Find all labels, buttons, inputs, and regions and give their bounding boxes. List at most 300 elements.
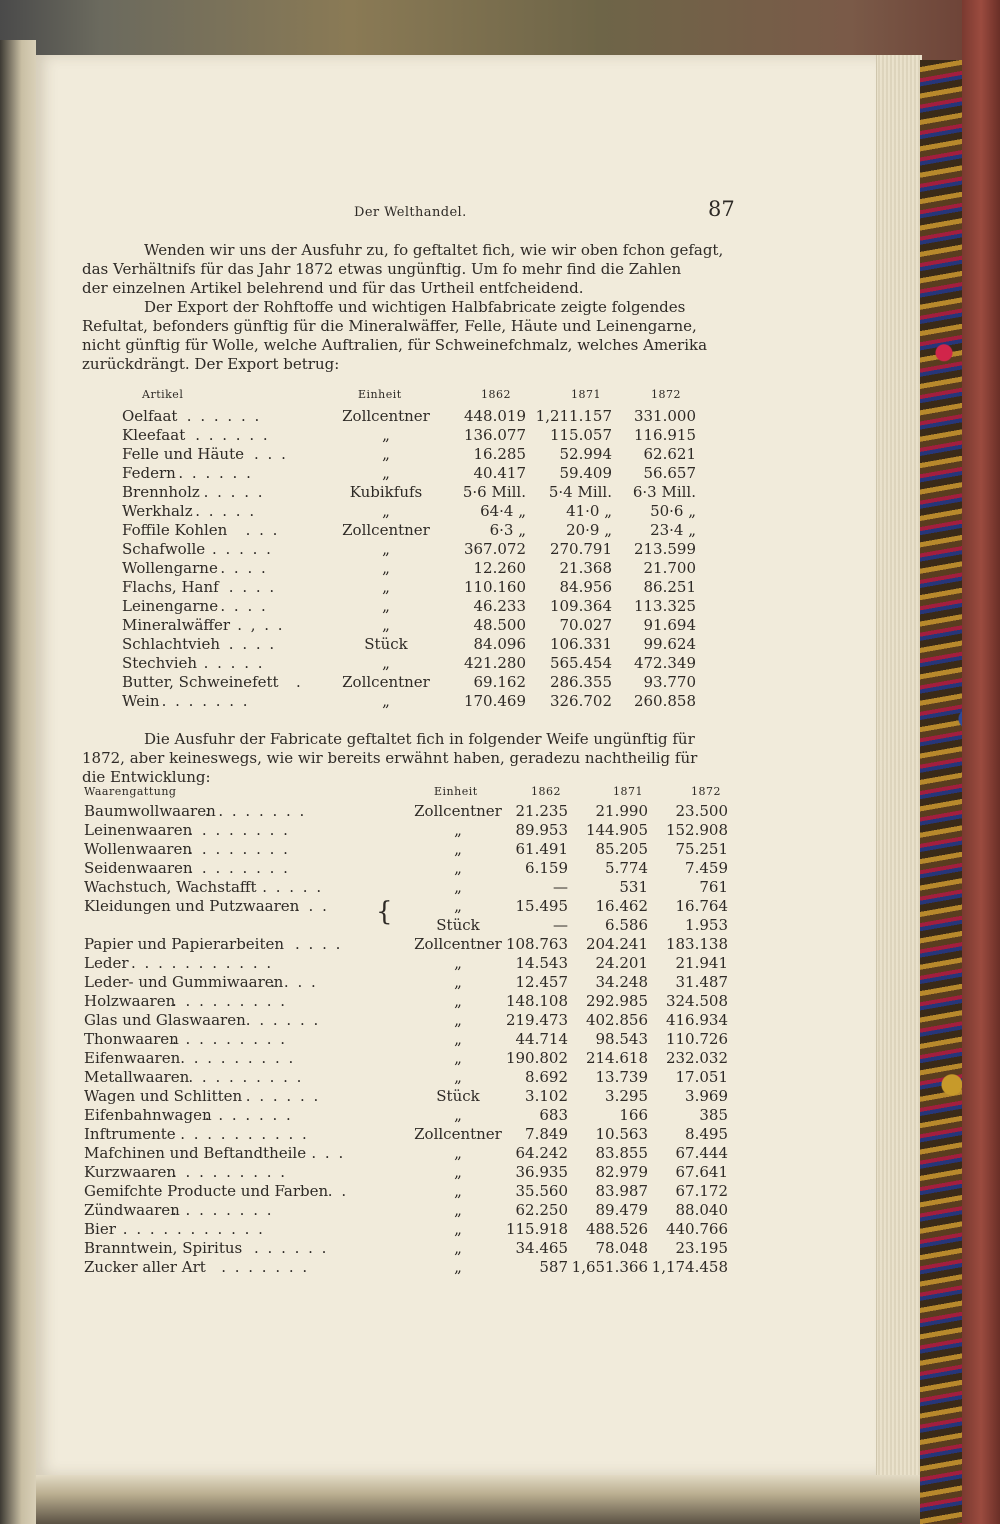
value-1862: 69.162 [473, 673, 526, 691]
paragraph-line: Wenden wir uns der Ausfuhr zu, fo geftaltet fich, wie wir oben fchon gefagt, [144, 241, 724, 259]
paragraph-line: 1872, aber keineswegs, wie wir bereits erwähnt haben, geradezu nachtheilig für [82, 749, 698, 767]
value-1872: 152.908 [665, 821, 728, 839]
brace-glyph: { [376, 897, 393, 927]
value-1871: 1,211.157 [535, 407, 612, 425]
row-leader: . . . . . . [245, 1087, 321, 1105]
value-1871: 488.526 [585, 1220, 648, 1238]
row-label: Leder [84, 954, 129, 972]
value-1872: 23.195 [675, 1239, 728, 1257]
value-1872: 31.487 [675, 973, 728, 991]
value-1872: 1.953 [685, 916, 728, 934]
value-1872: 8.495 [685, 1125, 728, 1143]
table-row [36, 426, 880, 445]
value-1871: 21.990 [595, 802, 648, 820]
table-row [36, 1201, 880, 1220]
value-1862: 5·6 Mill. [462, 483, 526, 501]
row-label: Leder- und Gummiwaaren [84, 973, 284, 991]
table-row [36, 859, 880, 878]
value-1872: 213.599 [633, 540, 696, 558]
value-1862: 84.096 [473, 635, 526, 653]
value-1871: 59.409 [559, 464, 612, 482]
header-1871: 1871 [613, 785, 643, 798]
row-unit: Kubikfufs [349, 483, 423, 501]
row-label: Zucker aller Art [84, 1258, 206, 1276]
row-label: Foffile Kohlen [122, 521, 228, 539]
row-label: Kleidungen und Putzwaaren [84, 897, 300, 915]
value-1871: 16.462 [595, 897, 648, 915]
row-leader: . . . . . . . . [188, 859, 290, 877]
row-label: Papier und Papierarbeiten [84, 935, 285, 953]
paragraph-manufactures [82, 730, 734, 787]
value-1871: 89.479 [595, 1201, 648, 1219]
value-1871: 292.985 [585, 992, 648, 1010]
row-label: Stechvieh [122, 654, 198, 672]
value-1862: 15.495 [515, 897, 568, 915]
row-leader: . . . . . . . . . [172, 1030, 288, 1048]
table-row [36, 616, 880, 635]
table-row [36, 1258, 880, 1277]
value-1871: 6.586 [605, 916, 648, 934]
table-row [36, 1220, 880, 1239]
table-row [36, 1049, 880, 1068]
value-1871: 5·4 Mill. [548, 483, 612, 501]
value-1871: 82.979 [595, 1163, 648, 1181]
table-row [36, 992, 880, 1011]
row-label: Brennholz [122, 483, 200, 501]
row-label: Wollengarne [122, 559, 218, 577]
header-1871: 1871 [571, 388, 601, 401]
row-label: Bier [84, 1220, 116, 1238]
value-1862: 110.160 [463, 578, 526, 596]
value-1862: 136.077 [463, 426, 526, 444]
row-unit: „ [382, 654, 390, 672]
paragraph-line: der einzelnen Artikel belehrend und für das Urtheil entfcheidend. [82, 279, 584, 297]
table-row [36, 1030, 880, 1049]
row-leader: . . . . [270, 973, 318, 991]
value-1862: 62.250 [515, 1201, 568, 1219]
value-1872: 110.726 [665, 1030, 728, 1048]
row-leader: . . . [245, 521, 280, 539]
header-1872: 1872 [651, 388, 681, 401]
header-1862: 1862 [531, 785, 561, 798]
value-1862: 148.108 [505, 992, 568, 1010]
table-row [36, 559, 880, 578]
value-1862: 108.763 [505, 935, 568, 953]
row-unit: „ [454, 1201, 462, 1219]
value-1862: 61.491 [515, 840, 568, 858]
row-label: Metallwaaren [84, 1068, 190, 1086]
paragraph-export-intro [82, 241, 734, 298]
value-1862: 36.935 [515, 1163, 568, 1181]
row-unit: Stück [436, 1087, 480, 1105]
table-row [36, 1182, 880, 1201]
table-row [36, 521, 880, 540]
value-1872: 324.508 [665, 992, 728, 1010]
row-label: Wein [122, 692, 160, 710]
value-1872: 17.051 [675, 1068, 728, 1086]
value-1862: 421.280 [463, 654, 526, 672]
row-leader: . . . . . . . [221, 1258, 310, 1276]
table-row [36, 1106, 880, 1125]
row-unit: „ [382, 502, 390, 520]
table-row [36, 635, 880, 654]
row-label: Branntwein, Spiritus [84, 1239, 243, 1257]
row-label: Thonwaaren [84, 1030, 179, 1048]
table-row [36, 692, 880, 711]
value-1872: 75.251 [675, 840, 728, 858]
value-1872: 21.700 [643, 559, 696, 577]
value-1872: 67.444 [675, 1144, 728, 1162]
row-unit: „ [454, 1258, 462, 1276]
value-1871: 115.057 [549, 426, 612, 444]
row-leader: . . . . . . . . . . . [131, 954, 274, 972]
value-1872: 472.349 [633, 654, 696, 672]
table-row [36, 1239, 880, 1258]
paragraph-line: Die Ausfuhr der Fabricate geftaltet fich in folgender Weife ungünftig für [144, 730, 695, 748]
row-label: Inftrumente [84, 1125, 176, 1143]
value-1871: 78.048 [595, 1239, 648, 1257]
row-label: Kleefaat [122, 426, 186, 444]
value-1872: 93.770 [643, 673, 696, 691]
value-1871: 326.702 [549, 692, 612, 710]
row-leader: . . . . . . . . . . [180, 1125, 309, 1143]
row-unit: „ [382, 616, 390, 634]
row-leader: . . . . . . [245, 1011, 321, 1029]
value-1862: 46.233 [473, 597, 526, 615]
header-1872: 1872 [691, 785, 721, 798]
row-leader: . . . . [295, 935, 343, 953]
book-page [36, 55, 880, 1475]
value-1872: 91.694 [643, 616, 696, 634]
row-label: Federn [122, 464, 176, 482]
row-leader: . . . . . . . . [188, 821, 290, 839]
row-unit: Zollcentner [414, 935, 502, 953]
row-label: Wagen und Schlitten [84, 1087, 243, 1105]
value-1872: 113.325 [633, 597, 696, 615]
row-unit: „ [454, 1144, 462, 1162]
value-1862: 35.560 [515, 1182, 568, 1200]
value-1871: 41·0 „ [566, 502, 612, 520]
row-leader: . . . . . . . [204, 1106, 293, 1124]
row-leader: . . . . . . [186, 407, 262, 425]
value-1871: 24.201 [595, 954, 648, 972]
book-top-edge [0, 0, 1000, 60]
table-row [36, 916, 880, 935]
row-unit: „ [454, 1220, 462, 1238]
value-1872: 16.764 [675, 897, 728, 915]
row-unit: Zollcentner [342, 673, 430, 691]
value-1871: 13.739 [595, 1068, 648, 1086]
table-row [36, 483, 880, 502]
value-1862: 34.465 [515, 1239, 568, 1257]
paragraph-line: die Entwicklung: [82, 768, 211, 786]
row-unit: „ [454, 859, 462, 877]
value-1871: 144.905 [585, 821, 648, 839]
row-leader: . . . . . . . . . [172, 1163, 288, 1181]
row-unit: „ [454, 954, 462, 972]
row-leader: . . . . [228, 635, 277, 653]
value-1862: 44.714 [515, 1030, 568, 1048]
row-leader: . . . . . [262, 878, 324, 896]
row-leader: . . [327, 1182, 349, 1200]
value-1862: 219.473 [505, 1011, 568, 1029]
value-1872: 21.941 [675, 954, 728, 972]
value-1872: 416.934 [665, 1011, 728, 1029]
row-label: Mineralwäffer [122, 616, 231, 634]
table-row [36, 1068, 880, 1087]
paragraph-line: zurückdrängt. Der Export betrug: [82, 355, 340, 373]
value-1872: 50·6 „ [650, 502, 696, 520]
table-row [36, 821, 880, 840]
value-1871: 1,651.366 [571, 1258, 648, 1276]
book-bottom-edge [36, 1475, 920, 1524]
value-1871: 565.454 [549, 654, 612, 672]
table-row [36, 597, 880, 616]
value-1862: 64.242 [515, 1144, 568, 1162]
table-row [36, 654, 880, 673]
row-leader: . . . . . . [195, 426, 270, 444]
table-row [36, 1144, 880, 1163]
row-label: Oelfaat [122, 407, 178, 425]
value-1871: 166 [619, 1106, 648, 1124]
value-1871: 531 [619, 878, 648, 896]
row-leader: . . . . [228, 578, 277, 596]
row-leader: . . . . . . . . . [172, 992, 288, 1010]
paragraph-raw-materials [82, 298, 734, 374]
paragraph-line: das Verhältnifs für das Jahr 1872 etwas ungünftig. Um fo mehr find die Zahlen [82, 260, 682, 278]
value-1862: 683 [539, 1106, 568, 1124]
value-1862: 89.953 [515, 821, 568, 839]
row-unit: „ [382, 597, 390, 615]
value-1862: 3.102 [525, 1087, 568, 1105]
row-unit: „ [454, 1106, 462, 1124]
value-1872: 88.040 [675, 1201, 728, 1219]
value-1872: 3.969 [685, 1087, 728, 1105]
table-row [36, 1011, 880, 1030]
row-leader: . . . . . [203, 654, 265, 672]
value-1871: 3.295 [605, 1087, 648, 1105]
row-unit: Stück [364, 635, 408, 653]
row-unit: „ [454, 1030, 462, 1048]
row-unit: „ [382, 692, 390, 710]
page-stack-edges [876, 55, 922, 1475]
value-1871: 21.368 [559, 559, 612, 577]
value-1872: 62.621 [643, 445, 696, 463]
row-label: Schafwolle [122, 540, 206, 558]
value-1862: 448.019 [463, 407, 526, 425]
row-label: Glas und Glaswaaren [84, 1011, 246, 1029]
table-row [36, 878, 880, 897]
value-1871: 83.855 [595, 1144, 648, 1162]
value-1872: 761 [699, 878, 728, 896]
row-label: Felle und Häute [122, 445, 244, 463]
row-unit: „ [454, 1068, 462, 1086]
value-1862: 48.500 [473, 616, 526, 634]
table-row [36, 445, 880, 464]
value-1871: 34.248 [595, 973, 648, 991]
value-1871: 402.856 [585, 1011, 648, 1029]
header-waarengattung: Waarengattung [84, 785, 177, 798]
value-1872: 6·3 Mill. [632, 483, 696, 501]
row-leader: . . . . . [203, 483, 265, 501]
paragraph-line: Refultat, befonders günftig für die Mineralwäffer, Felle, Häute und Leinengarne, [82, 317, 697, 335]
row-label: Leinengarne [122, 597, 219, 615]
row-label: Wollenwaaren [84, 840, 192, 858]
table-row [36, 935, 880, 954]
value-1862: — [553, 878, 568, 896]
value-1862: — [553, 916, 568, 934]
value-1871: 5.774 [605, 859, 648, 877]
value-1862: 6·3 „ [489, 521, 526, 539]
value-1871: 52.994 [559, 445, 612, 463]
row-label: Seidenwaaren [84, 859, 193, 877]
row-leader: . . . . . . . . . [180, 1049, 296, 1067]
row-label: Eifenbahnwagen [84, 1106, 212, 1124]
value-1871: 83.987 [595, 1182, 648, 1200]
value-1872: 116.915 [633, 426, 696, 444]
value-1862: 16.285 [473, 445, 526, 463]
row-unit: „ [454, 1182, 462, 1200]
value-1872: 260.858 [633, 692, 696, 710]
row-leader: . . . . . . . . [204, 802, 307, 820]
paragraph-line: Der Export der Rohftoffe und wichtigen Halbfabricate zeigte folgendes [144, 298, 686, 316]
row-label: Flachs, Hanf [122, 578, 219, 596]
row-unit: „ [454, 897, 462, 915]
table-row [36, 578, 880, 597]
paragraph-line: nicht günftig für Wolle, welche Auftralien, für Schweinefchmalz, welches Amerika [82, 336, 708, 354]
row-unit: „ [454, 992, 462, 1010]
value-1862: 7.849 [525, 1125, 568, 1143]
cloth-spine [962, 0, 1000, 1524]
row-label: Werkhalz [122, 502, 193, 520]
value-1872: 7.459 [685, 859, 728, 877]
row-unit: „ [454, 840, 462, 858]
value-1872: 86.251 [643, 578, 696, 596]
value-1862: 21.235 [515, 802, 568, 820]
table-row [36, 540, 880, 559]
row-unit: „ [454, 1239, 462, 1257]
row-unit: „ [454, 1011, 462, 1029]
row-label: Schlachtvieh [122, 635, 220, 653]
row-label: Butter, Schweinefett [122, 673, 279, 691]
header-einheit: Einheit [434, 785, 478, 798]
value-1872: 440.766 [665, 1220, 728, 1238]
header-artikel: Artikel [142, 388, 184, 401]
value-1872: 23·4 „ [650, 521, 696, 539]
row-label: Mafchinen und Beftandtheile [84, 1144, 307, 1162]
row-label: Eifenwaaren [84, 1049, 181, 1067]
row-label: Zündwaaren [84, 1201, 180, 1219]
row-leader: . . . . . . . . . [188, 1068, 304, 1086]
row-unit: „ [454, 878, 462, 896]
row-leader: . . . . . . . . [188, 840, 290, 858]
table-header [36, 388, 880, 407]
row-unit: „ [382, 559, 390, 577]
value-1872: 232.032 [665, 1049, 728, 1067]
value-1862: 8.692 [525, 1068, 568, 1086]
table-row [36, 1163, 880, 1182]
value-1872: 1,174.458 [651, 1258, 728, 1276]
page-number: 87 [708, 197, 735, 221]
row-unit: Zollcentner [342, 521, 430, 539]
row-label: Kurzwaaren [84, 1163, 177, 1181]
row-unit: „ [382, 464, 390, 482]
left-page-edge [0, 40, 36, 1524]
table-row [36, 897, 880, 916]
value-1862: 170.469 [463, 692, 526, 710]
value-1862: 12.260 [473, 559, 526, 577]
row-label: Leinenwaaren [84, 821, 193, 839]
table-row [36, 673, 880, 692]
row-unit: „ [454, 1163, 462, 1181]
row-unit: „ [382, 578, 390, 596]
value-1862: 587 [539, 1258, 568, 1276]
row-unit: „ [454, 1049, 462, 1067]
row-leader: . . . . . [195, 502, 257, 520]
row-leader: . . . . . . [178, 464, 253, 482]
value-1871: 85.205 [595, 840, 648, 858]
table-row [36, 502, 880, 521]
row-leader: . . . [311, 1144, 346, 1162]
value-1871: 98.543 [595, 1030, 648, 1048]
value-1862: 40.417 [473, 464, 526, 482]
value-1872: 23.500 [675, 802, 728, 820]
value-1871: 204.241 [585, 935, 648, 953]
row-leader: . . . . [220, 559, 268, 577]
value-1862: 6.159 [525, 859, 568, 877]
value-1862: 190.802 [505, 1049, 568, 1067]
header-1862: 1862 [481, 388, 511, 401]
row-leader: . . . . . [212, 540, 273, 558]
row-leader: . . . [254, 445, 288, 463]
value-1871: 84.956 [559, 578, 612, 596]
row-unit: „ [382, 426, 390, 444]
value-1871: 20·9 „ [566, 521, 612, 539]
row-leader: . . . . . . [254, 1239, 329, 1257]
row-leader: . . . . . . . . . . . [122, 1220, 265, 1238]
table-row [36, 407, 880, 426]
row-label: Baumwollwaaren [84, 802, 216, 820]
value-1871: 106.331 [549, 635, 612, 653]
table-row [36, 954, 880, 973]
row-unit: „ [454, 821, 462, 839]
row-unit: Stück [436, 916, 480, 934]
value-1872: 67.172 [675, 1182, 728, 1200]
row-unit: „ [382, 445, 390, 463]
row-unit: Zollcentner [342, 407, 430, 425]
header-einheit: Einheit [358, 388, 402, 401]
row-leader: . , . . [237, 616, 285, 634]
table-row [36, 464, 880, 483]
row-leader: . . . [295, 897, 329, 915]
value-1862: 14.543 [515, 954, 568, 972]
value-1872: 385 [699, 1106, 728, 1124]
table-row [36, 1087, 880, 1106]
row-unit: „ [454, 973, 462, 991]
row-label: Wachstuch, Wachstafft [84, 878, 257, 896]
value-1872: 56.657 [643, 464, 696, 482]
value-1862: 115.918 [505, 1220, 568, 1238]
value-1872: 331.000 [633, 407, 696, 425]
row-leader: . . . . . . . . [172, 1201, 274, 1219]
value-1871: 286.355 [549, 673, 612, 691]
table-row [36, 840, 880, 859]
row-unit: Zollcentner [414, 802, 502, 820]
value-1871: 10.563 [595, 1125, 648, 1143]
row-leader: . . . . [220, 597, 268, 615]
value-1872: 67.641 [675, 1163, 728, 1181]
row-leader: . . . . . . . [161, 692, 250, 710]
